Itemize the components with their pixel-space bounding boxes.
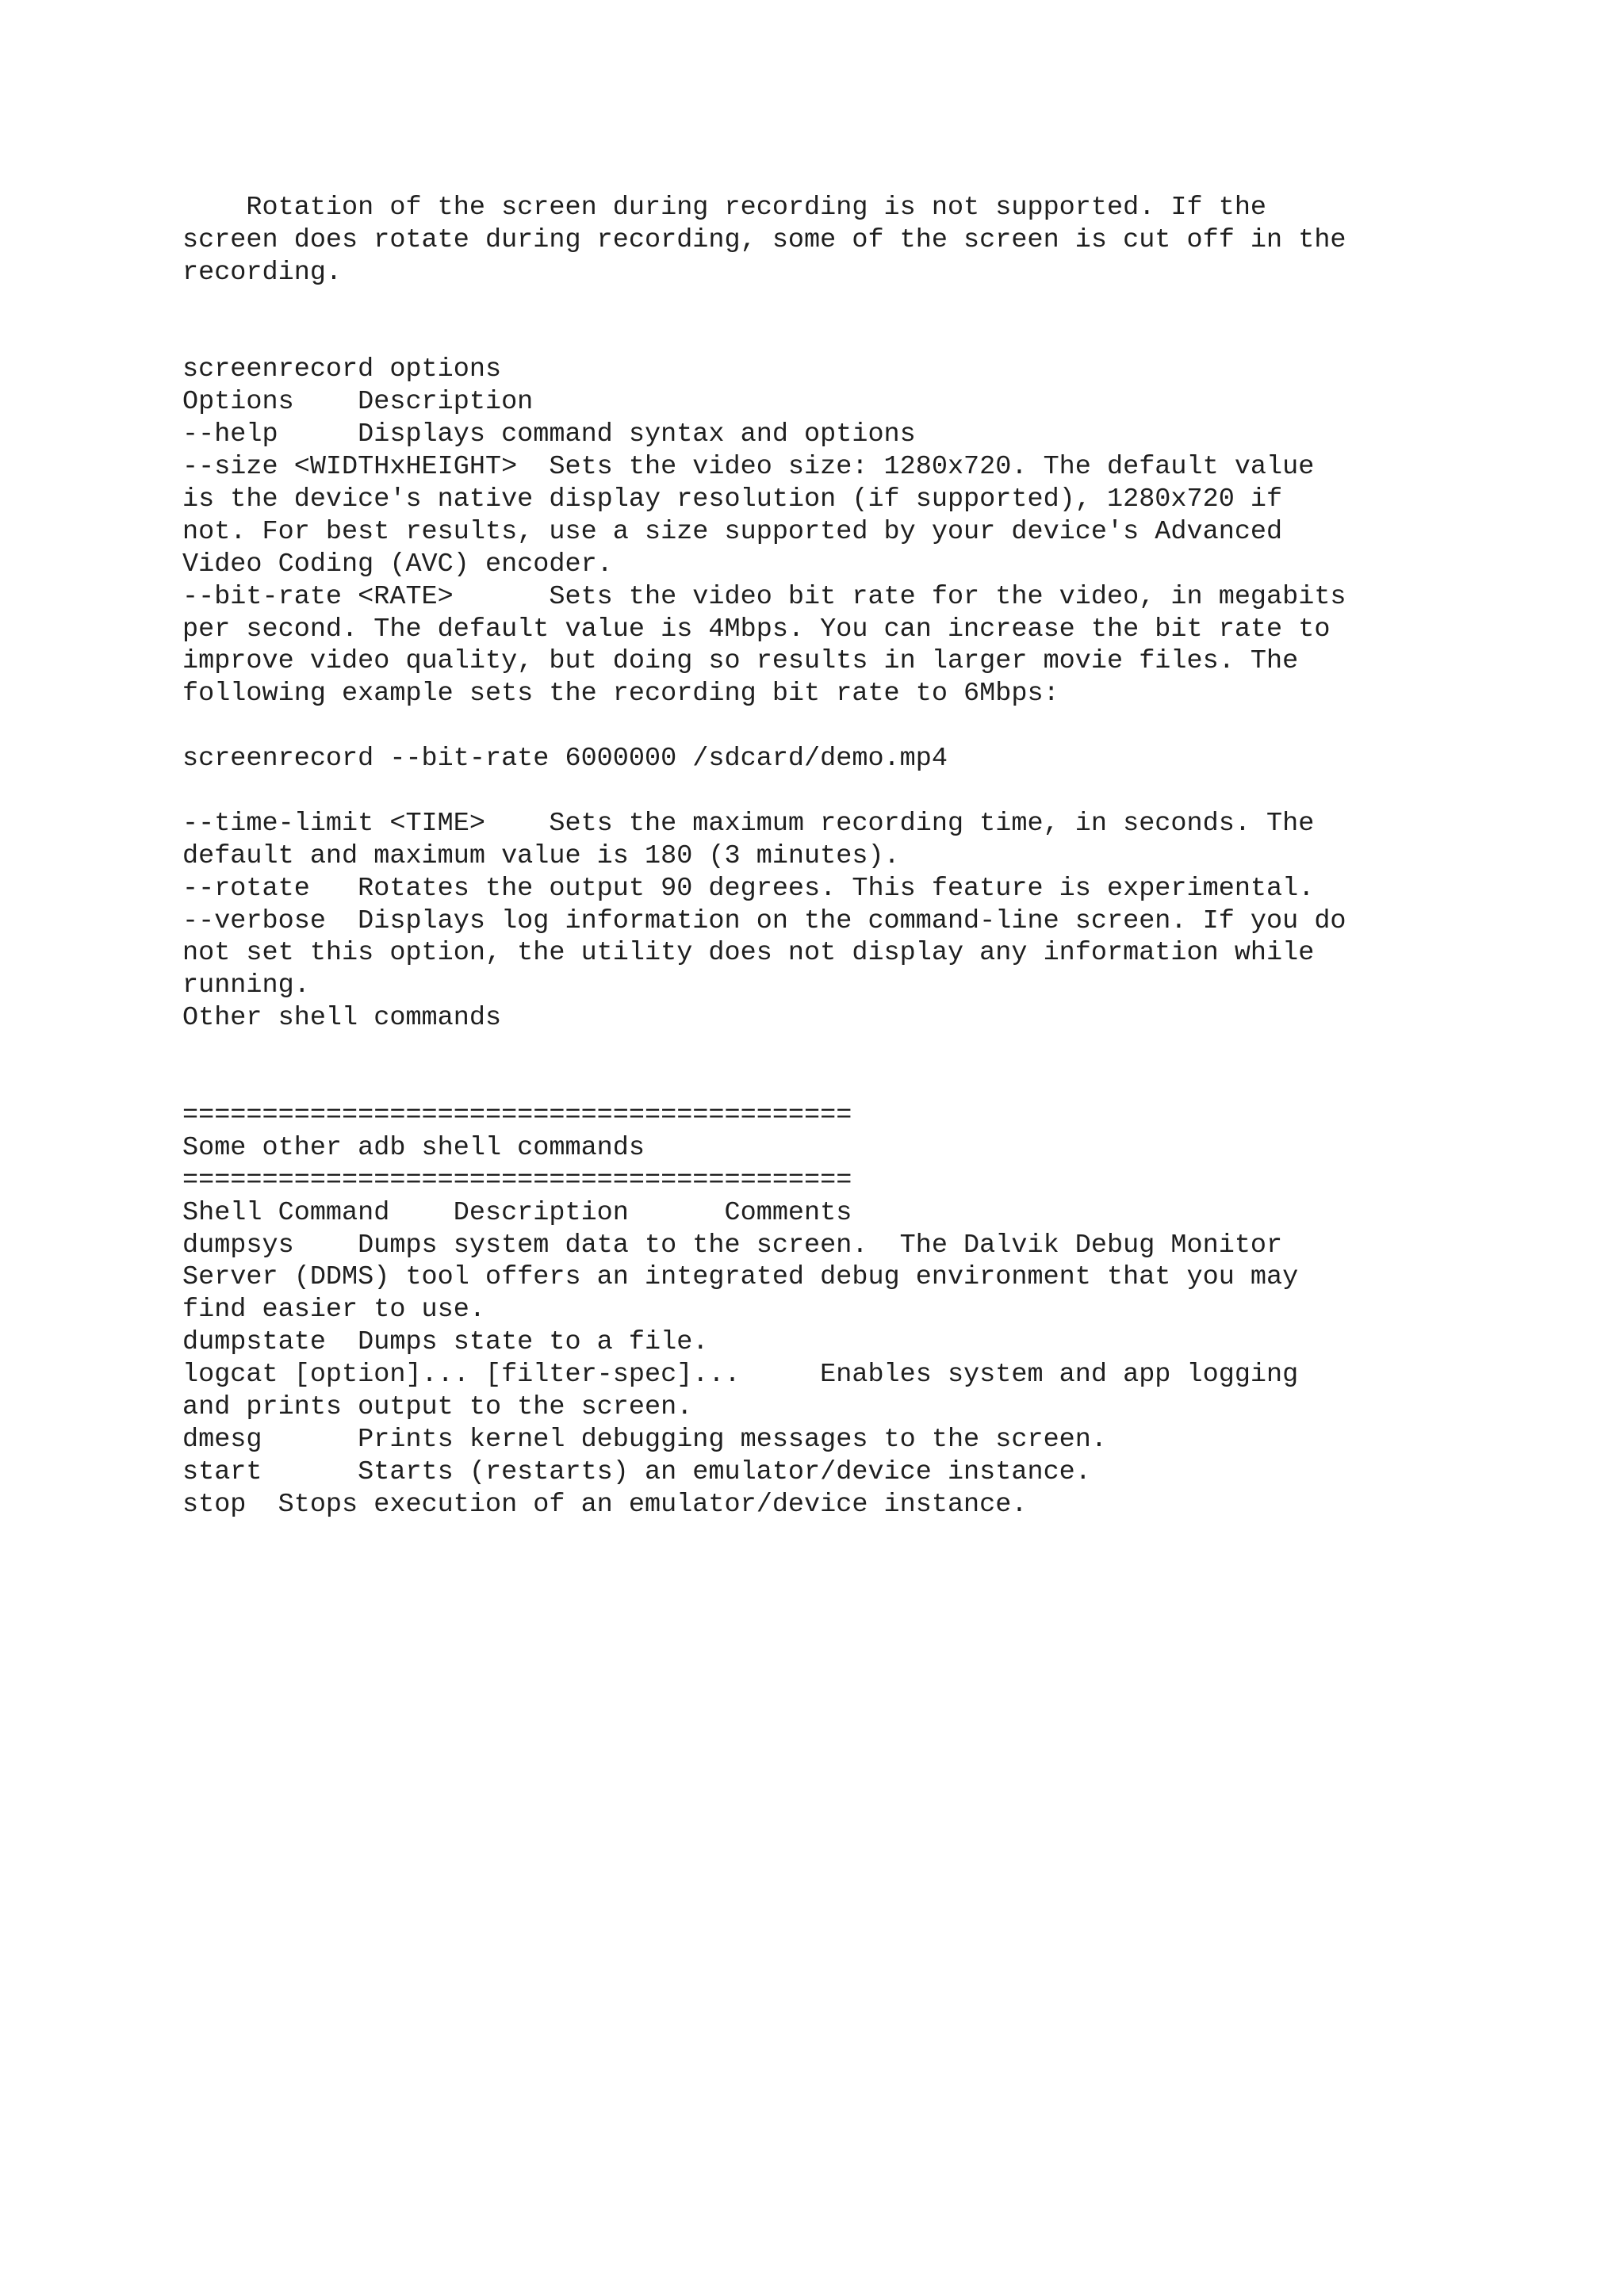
text-line: recording.: [182, 257, 343, 288]
blank-line: [182, 322, 1499, 354]
text-line: --bit-rate <RATE> Sets the video bit rate for the video, in megabits: [182, 581, 1346, 612]
blank-line: [182, 1067, 1499, 1100]
text-line: Rotation of the screen during recording is not supported. If the: [182, 193, 1267, 223]
text-line: dumpstate Dumps state to a file.: [182, 1327, 709, 1358]
document-text: [182, 192, 1499, 1521]
text-line: logcat [option]... [filter-spec]... Enables system and app logging: [182, 1360, 1299, 1391]
text-line: not set this option, the utility does not display any information while: [182, 938, 1315, 969]
text-line: --verbose Displays log information on the command-line screen. If you do: [182, 905, 1346, 936]
text-line: Options Description: [182, 387, 534, 418]
text-line: --rotate Rotates the output 90 degrees. This feature is experimental.: [182, 873, 1315, 904]
text-line: find easier to use.: [182, 1295, 485, 1326]
blank-line: [182, 710, 1499, 743]
text-line: Server (DDMS) tool offers an integrated debug environment that you may: [182, 1262, 1299, 1293]
text-line: --time-limit <TIME> Sets the maximum recording time, in seconds. The: [182, 808, 1315, 839]
text-line: per second. The default value is 4Mbps. You can increase the bit rate to: [182, 614, 1331, 645]
blank-line: [182, 289, 1499, 322]
text-line: --size <WIDTHxHEIGHT> Sets the video size: 1280x720. The default value: [182, 452, 1315, 483]
blank-line: [182, 775, 1499, 808]
text-line: default and maximum value is 180 (3 minutes).: [182, 840, 900, 871]
text-line: dumpsys Dumps system data to the screen. The Dalvik Debug Monitor: [182, 1230, 1283, 1261]
text-line: following example sets the recording bit rate to 6Mbps:: [182, 679, 1059, 710]
text-line: dmesg Prints kernel debugging messages to the screen.: [182, 1424, 1107, 1455]
text-line: ==========================================: [182, 1100, 852, 1131]
text-line: screenrecord --bit-rate 6000000 /sdcard/demo.mp4: [182, 744, 948, 775]
text-line: start Starts (restarts) an emulator/device instance.: [182, 1456, 1091, 1487]
text-line: Shell Command Description Comments: [182, 1197, 852, 1228]
blank-line: [182, 1035, 1499, 1067]
text-line: not. For best results, use a size supported by your device's Advanced: [182, 516, 1283, 547]
text-line: is the device's native display resolution (if supported), 1280x720 if: [182, 484, 1283, 515]
text-line: ==========================================: [182, 1165, 852, 1196]
text-line: Video Coding (AVC) encoder.: [182, 549, 613, 580]
text-line: screen does rotate during recording, some of the screen is cut off in the: [182, 224, 1346, 255]
text-line: running.: [182, 970, 310, 1001]
text-line: stop Stops execution of an emulator/device instance.: [182, 1489, 1028, 1520]
text-line: improve video quality, but doing so results in larger movie files. The: [182, 646, 1299, 677]
text-line: --help Displays command syntax and options: [182, 419, 916, 450]
text-line: Other shell commands: [182, 1003, 502, 1034]
text-line: and prints output to the screen.: [182, 1391, 693, 1422]
text-line: screenrecord options: [182, 354, 502, 385]
text-line: Some other adb shell commands: [182, 1132, 645, 1163]
